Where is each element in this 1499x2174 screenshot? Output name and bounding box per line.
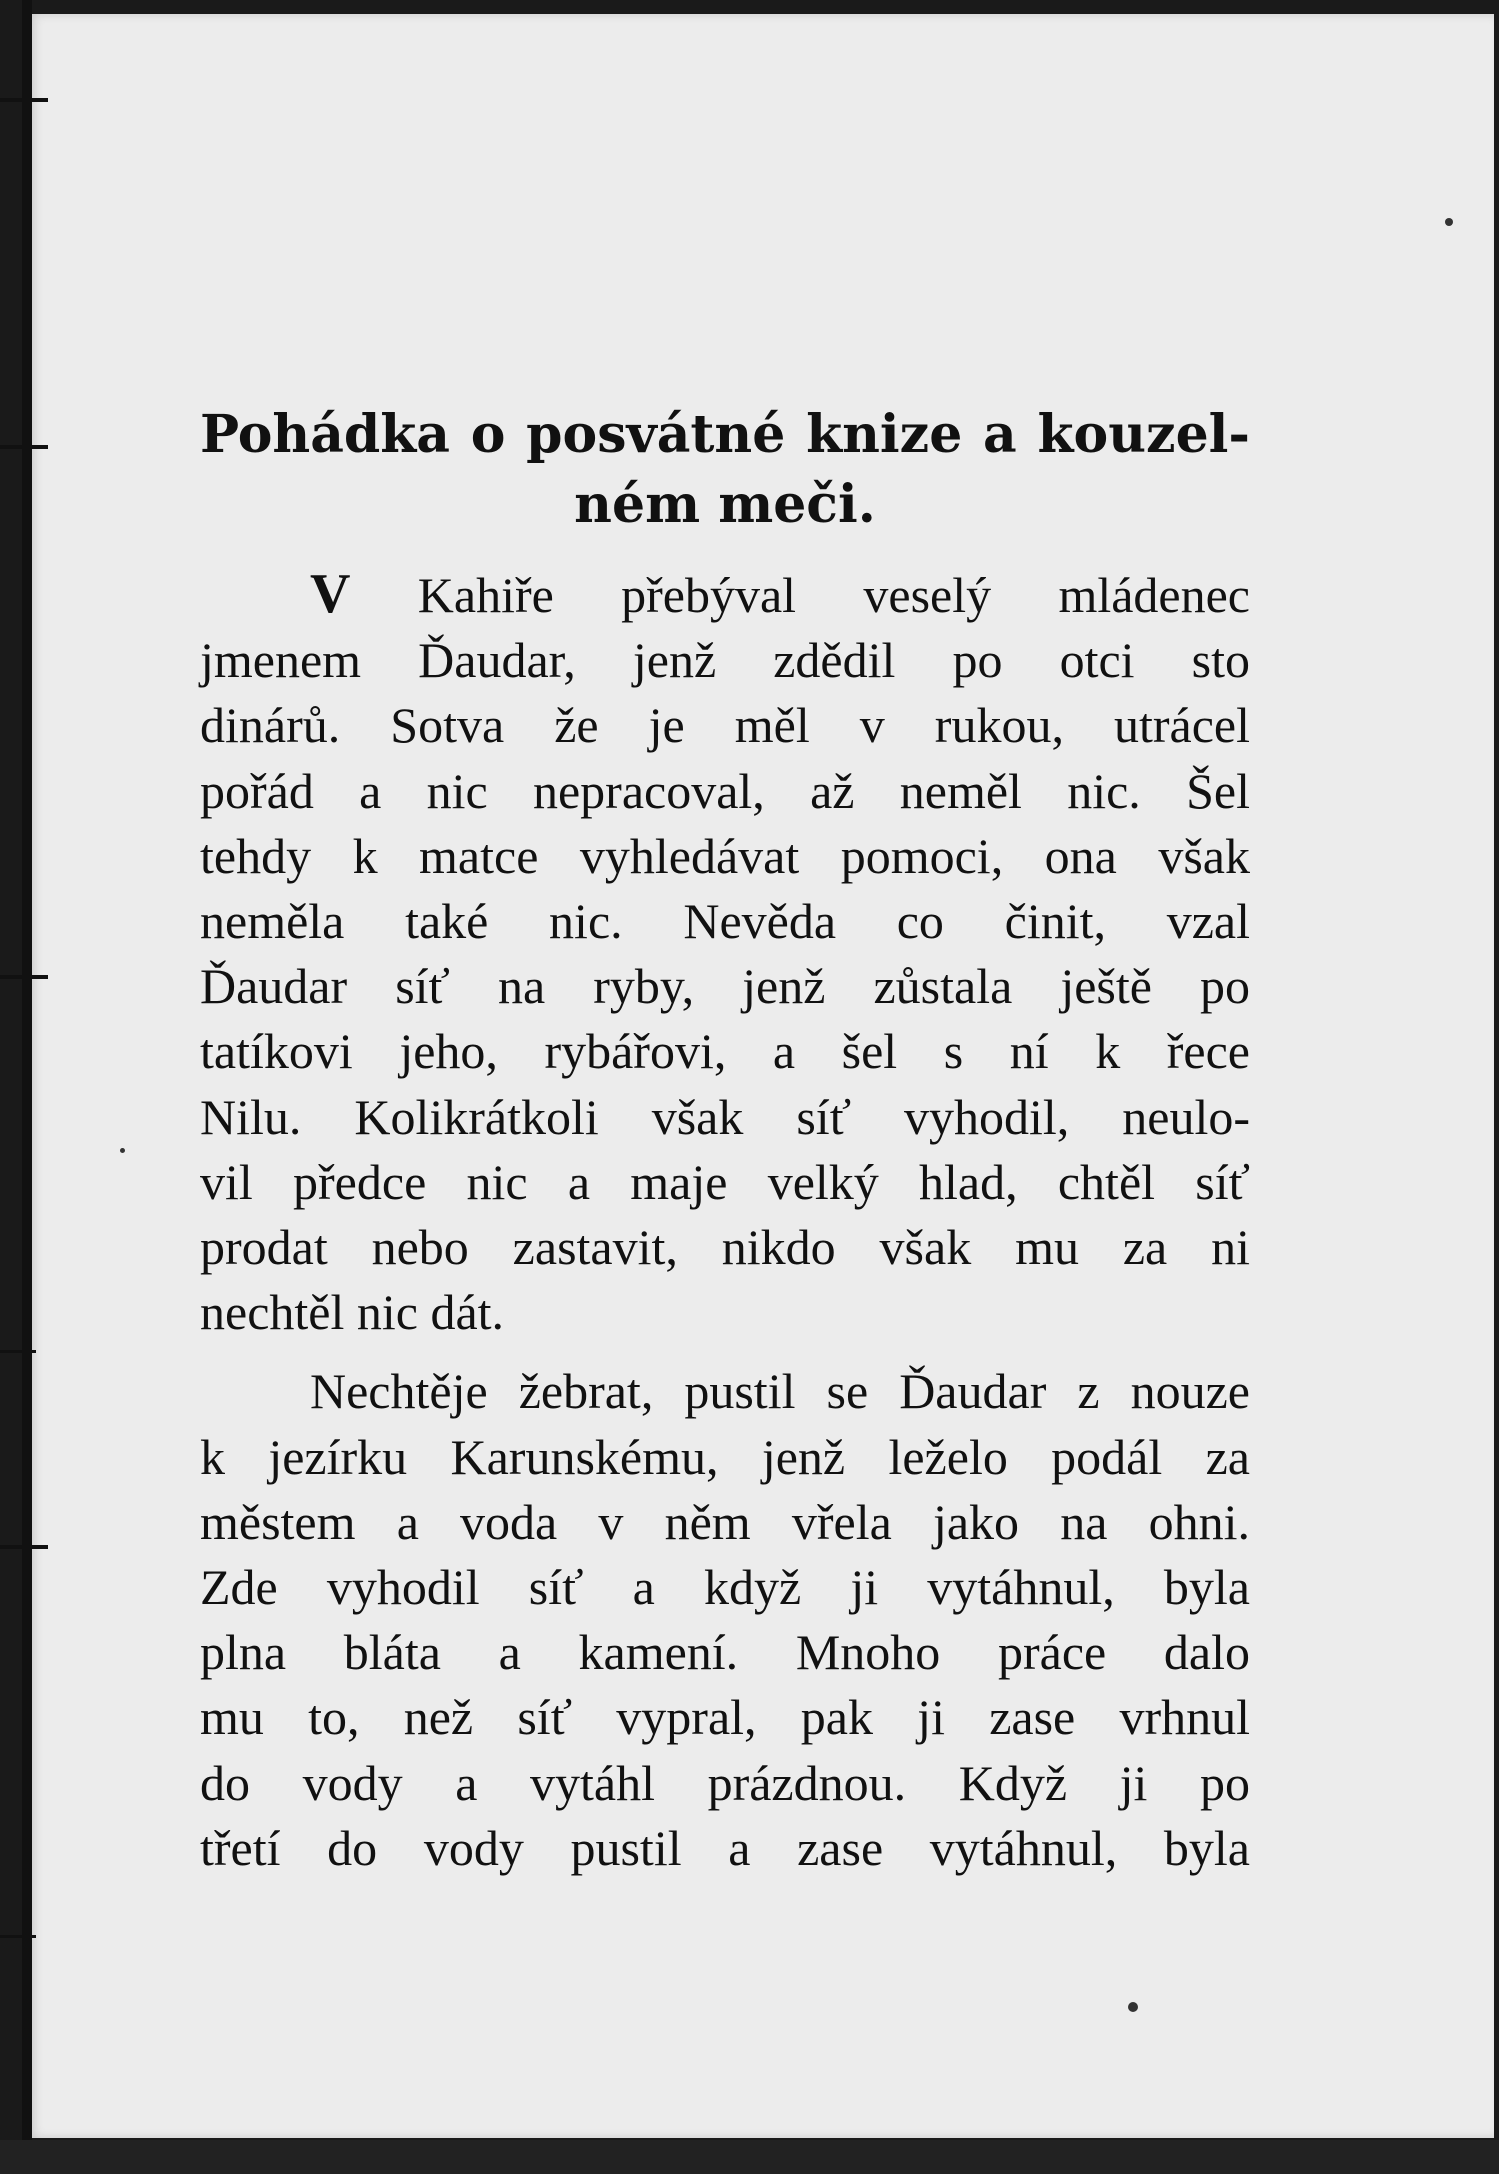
text-line: mu to, než síť vypral, pak ji zase vrhnul <box>200 1689 1250 1746</box>
text-line: tatíkovi jeho, rybářovi, a šel s ní k řece <box>200 1023 1250 1080</box>
text-line: tehdy k matce vyhledávat pomoci, ona však <box>200 827 1250 884</box>
text-line: plna bláta a kamení. Mnoho práce dalo <box>200 1624 1250 1681</box>
page-text <box>200 400 1250 1881</box>
text-line: Nechtěje žebrat, pustil se Ďaudar z nouze <box>310 1363 1250 1420</box>
text-line: nechtěl nic dát. <box>200 1284 505 1341</box>
story-title <box>200 400 1250 540</box>
text-line: dinárů. Sotva že je měl v rukou, utrácel <box>200 697 1250 754</box>
binding-mark <box>0 98 48 102</box>
text-line: do vody a vytáhl prázdnou. Když ji po <box>200 1754 1250 1811</box>
text-line: Zde vyhodil síť a když ji vytáhnul, byla <box>200 1559 1250 1616</box>
print-speck <box>1128 2002 1138 2012</box>
binding-mark <box>0 1935 36 1938</box>
text-line: pořád a nic nepracoval, až neměl nic. Šel <box>200 762 1250 819</box>
text-line: třetí do vody pustil a zase vytáhnul, byla <box>200 1819 1250 1876</box>
print-speck <box>120 1148 125 1153</box>
title-line: Pohádka o posvátné knize a kouzel- <box>200 404 1250 465</box>
binding-mark <box>0 445 48 449</box>
drop-cap: V <box>310 563 351 625</box>
print-speck <box>1445 218 1453 226</box>
text-line: vil předce nic a maje velký hlad, chtěl síť <box>200 1153 1250 1210</box>
binding-mark <box>0 1545 48 1549</box>
binding-mark <box>0 975 48 979</box>
text-line: Ďaudar síť na ryby, jenž zůstala ještě po <box>200 958 1250 1015</box>
title-line: ném meči. <box>574 474 876 535</box>
paragraph <box>200 562 1250 1345</box>
text-line: k jezírku Karunskému, jenž leželo podál za <box>200 1428 1250 1485</box>
text-line: neměla také nic. Nevěda co činit, vzal <box>200 893 1250 950</box>
text-line: městem a voda v něm vřela jako na ohni. <box>200 1493 1250 1550</box>
page-bottom-edge <box>0 2140 1499 2174</box>
text-line: Nilu. Kolikrátkoli však síť vyhodil, neulo- <box>200 1088 1250 1145</box>
text-line: V Kahiře přebýval veselý mládenec <box>310 563 1251 625</box>
page-binding <box>22 0 32 2174</box>
binding-mark <box>0 1350 36 1353</box>
text-line: jmenem Ďaudar, jenž zdědil po otci sto <box>200 632 1250 689</box>
text-line: prodat nebo zastavit, nikdo však mu za ni <box>200 1219 1250 1276</box>
paragraph <box>200 1359 1250 1881</box>
